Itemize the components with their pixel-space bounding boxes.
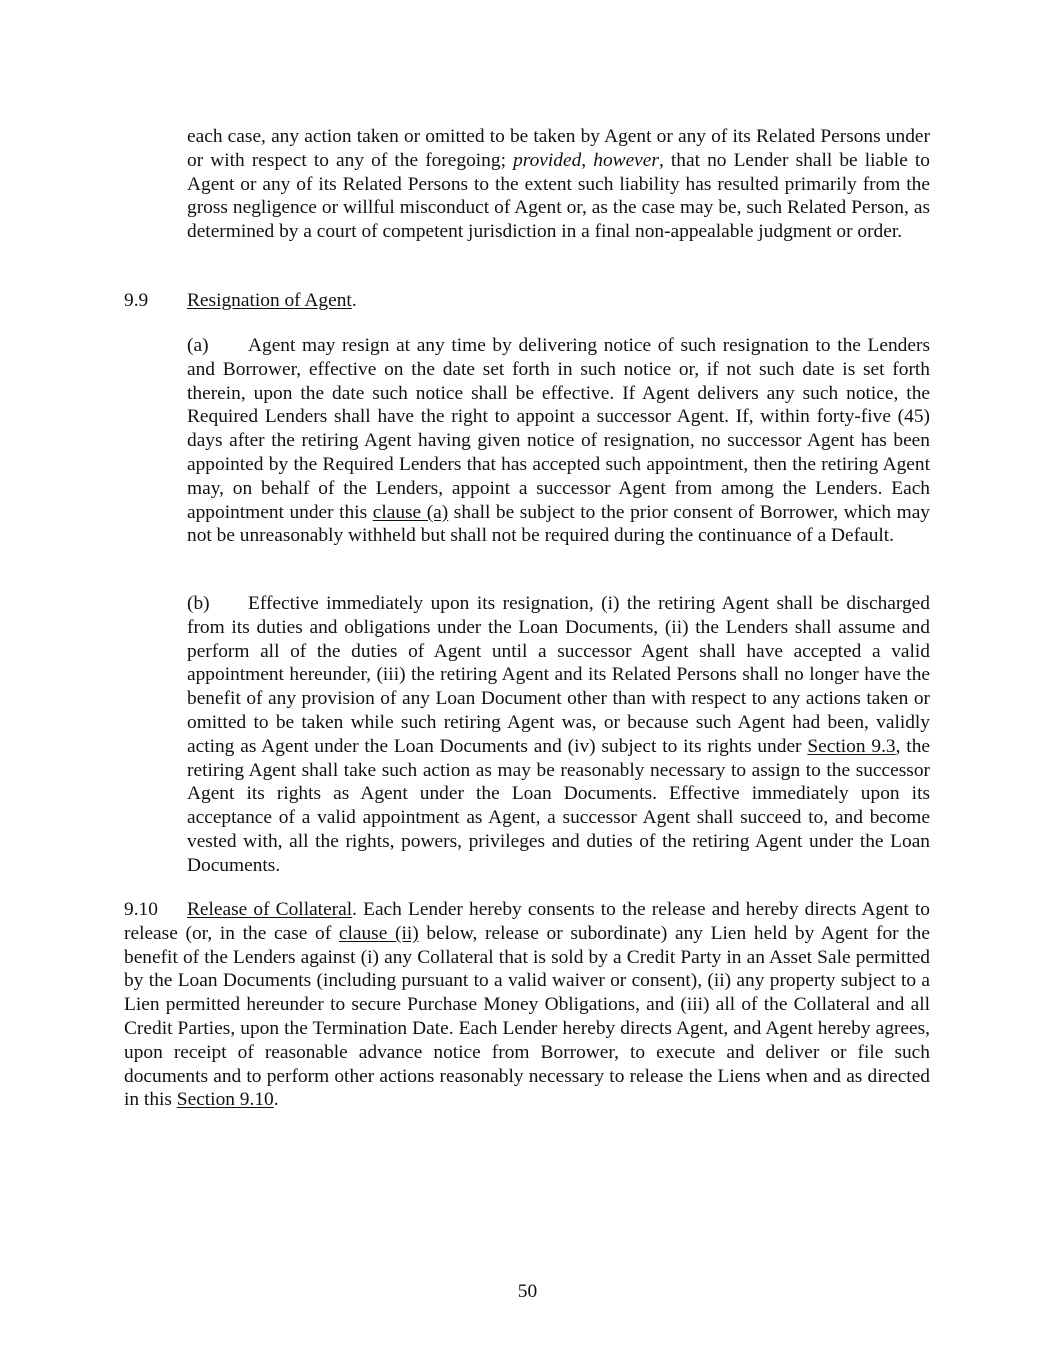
section-9-10-text-a: . Each Lender hereby consents to the release and hereby directs Agent to release (or, in the case of — [124, 899, 930, 944]
section-9-10-reference: Section 9.10 — [176, 1089, 274, 1111]
clause-ii-reference: clause (ii) — [338, 922, 419, 944]
clause-b-paragraph — [187, 592, 930, 878]
section-9-9-title: Resignation of Agent — [187, 290, 352, 311]
clause-a-reference: clause (a) — [372, 501, 449, 523]
clause-b-label: (b) — [187, 593, 210, 614]
clause-a-paragraph — [187, 334, 930, 548]
continuation-paragraph — [187, 125, 930, 244]
clause-a-text-start: Agent may resign at any time by delivering notice of such resignation to the Lenders and Borrower, effective on the date set forth in such notice or, if not such date is set forth therein, upon the date such notice shall be effective. If Agent delivers any such notice, the Required Lenders shall have the right to appoint a successor Agent. If, within forty-five (45) days after the retiring Agent having given notice of resignation, no successor Agent has been appointed by the Required Lenders that has accepted such appointment, then the retiring Agent may, on behalf of the Lenders, appoint a successor Agent from among the Lenders. Each appointment under this — [187, 335, 930, 523]
section-9-9-heading — [124, 289, 357, 313]
section-9-9-title-suffix: . — [351, 290, 357, 311]
clause-b-text-end: , the retiring Agent shall take such action as may be reasonably necessary to assign to the successor Agent its rights as Agent under the Loan Documents. Effective immediately upon its acceptance of a valid appointment as Agent, a successor Agent shall succeed to, and become vested with, all the rights, powers, privileges and duties of the retiring Agent under the Loan Documents. — [187, 735, 930, 876]
section-9-9-number: 9.9 — [124, 290, 149, 311]
section-9-10-number: 9.10 — [124, 899, 158, 920]
section-9-3-reference: Section 9.3 — [807, 735, 896, 757]
continuation-text-start: each case, any action taken or omitted to be taken by Agent or any of its Related Persons under or with respect to any of the foregoing; — [187, 126, 930, 171]
section-9-10-paragraph — [124, 898, 930, 1112]
clause-a-text-end: shall be subject to the prior consent of Borrower, which may not be unreasonably withheld but shall not be required during the continuance of a Default. — [187, 501, 930, 547]
however-italic: however — [593, 149, 659, 171]
continuation-text-end: , that no Lender shall be liable to Agent or any of its Related Persons to the extent such liability has resulted primarily from the gross negligence or willful misconduct of Agent or, as the case may be, such Related Person, as determined by a court of competent jurisdiction in a final non-appealable judgment or order. — [187, 149, 930, 243]
continuation-comma: , — [581, 149, 594, 171]
section-9-10-text-b: below, release or subordinate) any Lien held by Agent for the benefit of the Lenders against (i) any Collateral that is sold by a Credit Party in an Asset Sale permitted by the Loan Documents (including pursuant to a valid waiver or consent), (ii) any property subject to a Lien permitted hereunder to secure Purchase Money Obligations, and (iii) all of the Collateral and all Credit Parties, upon the Termination Date. Each Lender hereby directs Agent, and Agent hereby agrees, upon receipt of reasonable advance notice from Borrower, to execute and deliver or file such documents and to perform other actions reasonably necessary to release the Liens when and as directed in this — [124, 922, 930, 1111]
section-9-10-text-end: . — [273, 1089, 279, 1111]
provided-italic: provided — [513, 149, 582, 171]
clause-a-label: (a) — [187, 335, 209, 356]
clause-b-text-start: Effective immediately upon its resignation, (i) the retiring Agent shall be discharged from its duties and obligations under the Loan Documents, (ii) the Lenders shall assume and perform all of the duties of Agent until a successor Agent shall have accepted a valid appointment hereunder, (iii) the retiring Agent and its Related Persons shall no longer have the benefit of any provision of any Loan Document other than with respect to any actions taken or omitted to be taken while such retiring Agent was, or because such Agent had been, validly acting as Agent under the Loan Documents and (iv) subject to its rights under — [187, 593, 930, 757]
section-9-10-title: Release of Collateral — [187, 899, 353, 920]
page-number: 50 — [517, 1281, 538, 1302]
